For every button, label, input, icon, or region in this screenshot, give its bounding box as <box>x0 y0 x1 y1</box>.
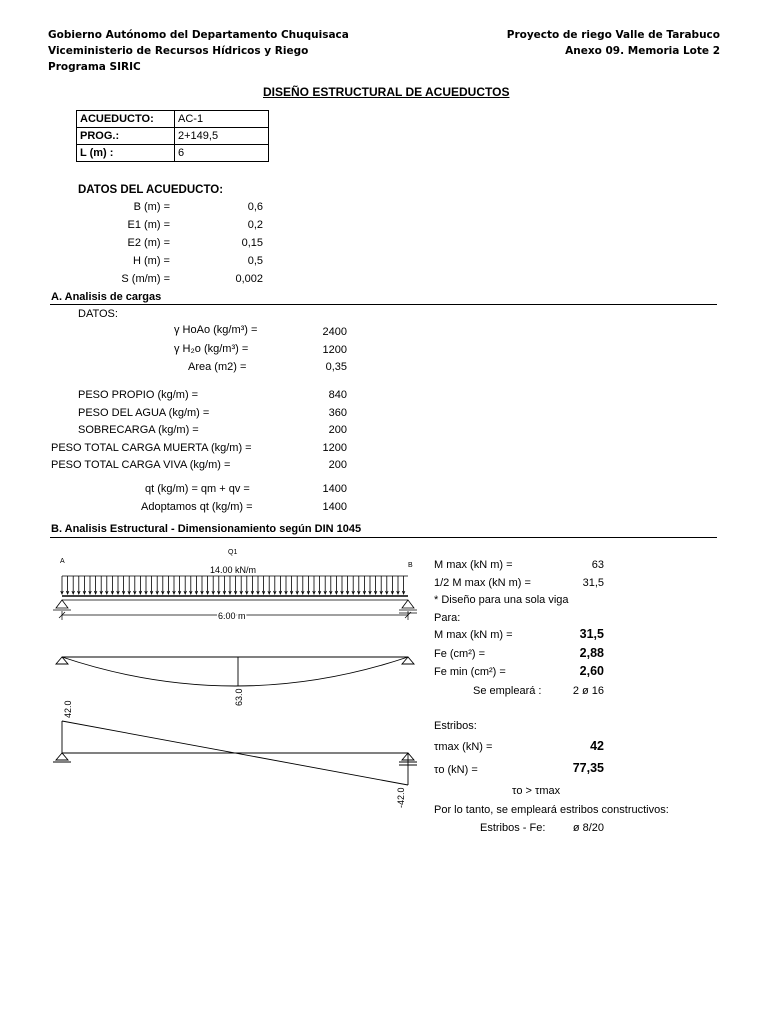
adopt-label: Adoptamos qt (kg/m) = <box>141 501 253 513</box>
node-b-label: B <box>408 562 413 569</box>
prop-label: Area (m2) = <box>188 361 247 373</box>
table-row <box>77 111 269 128</box>
load-value: 1200 <box>322 442 347 454</box>
pin-support-icon <box>53 600 71 610</box>
section-a-title: A. Analisis de cargas <box>51 291 162 303</box>
document-title: DISEÑO ESTRUCTURAL DE ACUEDUCTOS <box>263 85 510 99</box>
distributed-load <box>61 576 408 594</box>
span-label: 6.00 m <box>218 611 246 621</box>
prop-value: 0,35 <box>325 361 347 373</box>
qt-label: qt (kg/m) = qm + qv = <box>145 483 250 495</box>
tmax-value: 42 <box>590 739 604 753</box>
section-a-rule <box>50 304 717 305</box>
estribos-fe-value: ø 8/20 <box>572 822 604 834</box>
compare-text: τo > τmax <box>512 785 561 797</box>
datos-value: 0,5 <box>247 255 263 267</box>
adopt-value: 1400 <box>322 501 347 513</box>
datos-label-heading: DATOS: <box>78 308 118 320</box>
section-b-title: B. Analisis Estructural - Dimensionamiento según DIN 1045 <box>51 523 362 535</box>
load-value: 840 <box>328 389 347 401</box>
header-ministry: Viceministerio de Recursos Hídricos y Riego <box>48 45 309 57</box>
node-a-label: A <box>60 558 65 565</box>
ident-label: L (m) : <box>77 145 175 162</box>
datos-value: 0,002 <box>235 273 263 285</box>
datos-label: B (m) = <box>133 201 170 213</box>
para-label: Para: <box>434 612 461 624</box>
datos-value: 0,15 <box>241 237 263 249</box>
ident-value: AC-1 <box>175 111 269 128</box>
tmax-label: τmax (kN) = <box>434 741 493 753</box>
datos-label: S (m/m) = <box>121 273 170 285</box>
datos-label: E1 (m) = <box>127 219 170 231</box>
ident-label: PROG.: <box>77 128 175 145</box>
qt-value: 1400 <box>322 483 347 495</box>
load-label: PESO TOTAL CARGA MUERTA (kg/m) = <box>51 442 252 454</box>
identification-table <box>76 110 269 162</box>
mmax-label: M max (kN m) = <box>434 559 513 571</box>
conclusion-text: Por lo tanto, se empleará estribos constructivos: <box>434 804 669 816</box>
datos-label: H (m) = <box>133 255 170 267</box>
prop-value: 1200 <box>322 344 347 356</box>
load-name-label: Q1 <box>228 549 238 556</box>
header-annex: Anexo 09. Memoria Lote 2 <box>565 45 720 57</box>
mmax-value: 63 <box>591 559 604 571</box>
shear-right-label: -42.0 <box>396 787 406 808</box>
prop-label: γ H₂o (kg/m³) = <box>174 343 249 355</box>
femin-label: Fe min (cm²) = <box>434 666 506 678</box>
estribos-title: Estribos: <box>434 720 477 732</box>
half-mmax-label: 1/2 M max (kN m) = <box>434 577 531 589</box>
header-project: Proyecto de riego Valle de Tarabuco <box>506 29 720 41</box>
half-mmax-value: 31,5 <box>582 577 604 589</box>
mmax2-label: M max (kN m) = <box>434 629 513 641</box>
prop-label: γ HoAo (kg/m³) = <box>174 324 258 336</box>
to-value: 77,35 <box>572 761 604 775</box>
shear-diagram <box>53 721 417 785</box>
ident-value: 6 <box>175 145 269 162</box>
ident-label: ACUEDUCTO: <box>77 111 175 128</box>
load-label: PESO TOTAL CARGA VIVA (kg/m) = <box>51 459 231 471</box>
datos-acueducto-heading: DATOS DEL ACUEDUCTO: <box>78 184 224 196</box>
load-value-label: 14.00 kN/m <box>210 565 257 575</box>
load-arrows <box>61 576 405 594</box>
load-value: 200 <box>328 459 347 471</box>
beam-member <box>62 596 408 600</box>
datos-value: 0,6 <box>247 201 263 213</box>
table-row <box>77 145 269 162</box>
empleara-label: Se empleará : <box>473 685 542 697</box>
to-label: τo (kN) = <box>434 764 478 776</box>
empleara-value: 2 ø 16 <box>572 685 604 697</box>
mmax2-value: 31,5 <box>579 627 604 641</box>
femin-value: 2,60 <box>579 664 604 678</box>
estribos-fe-label: Estribos - Fe: <box>480 822 546 834</box>
header-institution: Gobierno Autónomo del Departamento Chuquisaca <box>48 29 349 41</box>
load-label: PESO DEL AGUA (kg/m) = <box>78 407 210 419</box>
moment-diagram <box>56 657 414 686</box>
shear-left-label: 42.0 <box>63 700 73 718</box>
prop-value: 2400 <box>322 326 347 338</box>
load-label: PESO PROPIO (kg/m) = <box>78 389 199 401</box>
table-row <box>77 128 269 145</box>
load-value: 200 <box>328 424 347 436</box>
load-label: SOBRECARGA (kg/m) = <box>78 424 199 436</box>
design-note: * Diseño para una sola viga <box>434 594 569 606</box>
fe-value: 2,88 <box>579 646 604 660</box>
section-b-rule <box>50 537 717 538</box>
ident-value: 2+149,5 <box>175 128 269 145</box>
beam-diagrams <box>40 540 430 810</box>
load-value: 360 <box>328 407 347 419</box>
datos-value: 0,2 <box>247 219 263 231</box>
datos-label: E2 (m) = <box>127 237 170 249</box>
header-program: Programa SIRIC <box>48 61 141 73</box>
moment-value-label: 63.0 <box>234 688 244 706</box>
fe-label: Fe (cm²) = <box>434 648 486 660</box>
